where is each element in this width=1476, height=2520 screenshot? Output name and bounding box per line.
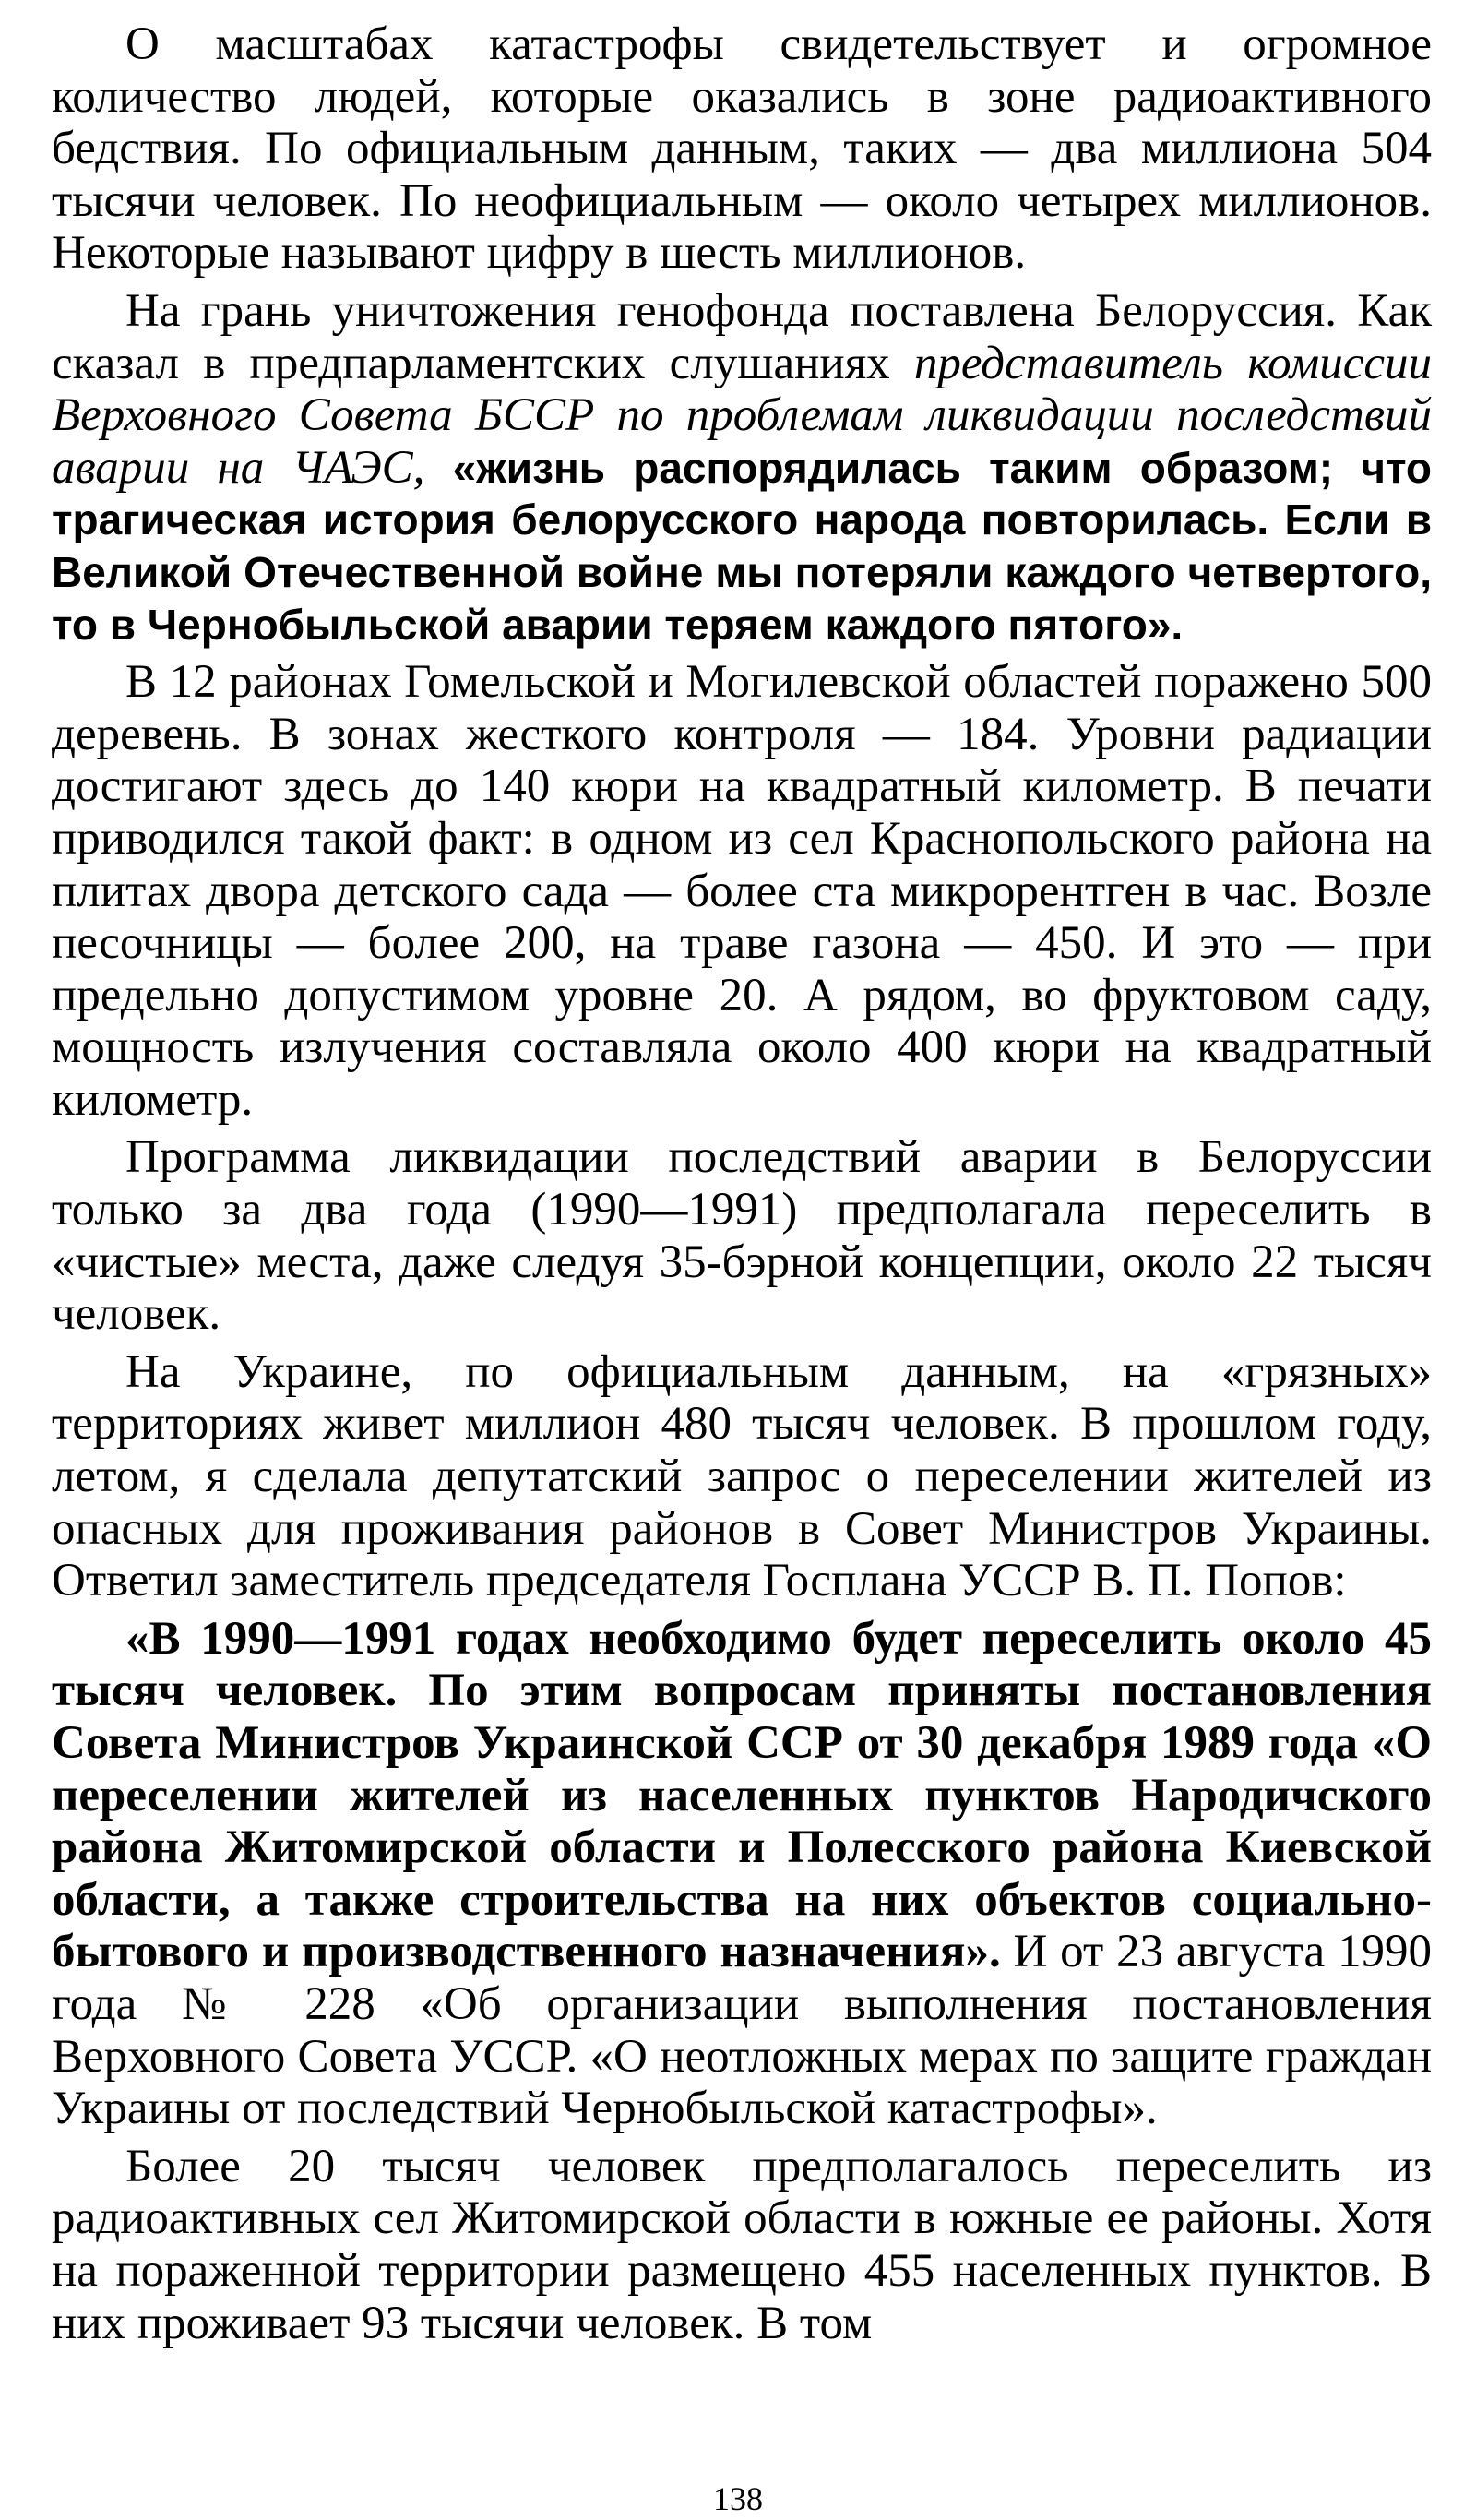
paragraph-belarus-genofond: [52, 285, 1432, 651]
paragraph-ukraine-request: На Украине, по официальным данным, на «грязных» территориях живет миллион 480 тысяч человек. В прошлом году, летом, я сделала депутатский запрос о переселении жителей из опасных для проживания районов в Совет Министров Украины. Ответил заместитель председателя Госплана УССР В. П. Попов:: [52, 1345, 1432, 1607]
paragraph-belarus-speaker: представитель комиссии Верховного Совета БССР по проблемам ликвидации последствий аварии на ЧАЭС,: [52, 337, 1432, 494]
paragraph-gomel-mogilev: В 12 районах Гомельской и Могилевской областей поражено 500 деревень. В зонах жесткого контроля — 184. Уровни радиации достигают здесь до 140 кюри на квадратный километр. В печати приводился такой факт: в одном из сел Краснопольского района на плитах двора детского сада — более ста микрорентген в час. Возле песочницы — более 200, на траве газона — 450. И это — при предельно допустимом уровне 20. А рядом, во фруктовом саду, мощность излучения составляла около 400 кюри на квадратный километр.: [52, 656, 1432, 1126]
paragraph-zhytomyr: Более 20 тысяч человек предполагалось переселить из радиоактивных сел Житомирской области в южные ее районы. Хотя на пораженной территории размещено 455 населенных пунктов. В них проживает 93 тысячи человек. В том: [52, 2140, 1432, 2349]
page-body: [52, 18, 1432, 2355]
paragraph-ukraine-answer: [52, 1613, 1432, 2135]
paragraph-catastrophe-scale: О масштабах катастрофы свидетельствует и огромное количество людей, которые оказались в зоне радиоактивного бедствия. По официальным данным, таких — два миллиона 504 тысячи человек. По неофициальным — около четырех миллионов. Некоторые называют цифру в шесть миллионов.: [52, 18, 1432, 280]
paragraph-belarus-lead: На грань уничтожения генофонда поставлена Белоруссия. Как сказал в предпарламентских слушаниях: [52, 284, 1432, 389]
paragraph-belarus-quote: «жизнь распорядилась таким образом; что трагическая история белорусского народа повторилась. Если в Великой Отечественной войне мы потеряли каждого четвертого, то в Чернобыльской аварии теряем каждого пятого».: [52, 443, 1432, 649]
paragraph-belarus-program: Программа ликвидации последствий аварии в Белоруссии только за два года (1990—1991) предполагала переселить в «чистые» места, даже следуя 35-бэрной концепции, около 22 тысяч человек.: [52, 1131, 1432, 1341]
paragraph-ukraine-answer-rest: И от 23 августа 1990 года № 228 «Об организации выполнения постановления Верховного Совета УССР. «О неотложных мерах по защите граждан Украины от последствий Чернобыльской катастрофы».: [52, 1926, 1432, 2135]
paragraph-ukraine-answer-bold: «В 1990—1991 годах необходимо будет переселить около 45 тысяч человек. По этим вопросам приняты постановления Совета Министров Украинской ССР от 30 декабря 1989 года «О переселении жителей из населенных пунктов Народичского района Житомирской области и Полесского района Киевской области, а также строительства на них объектов социально-бытового и производственного назначения».: [52, 1612, 1432, 1978]
page-number: 138: [713, 2480, 763, 2517]
